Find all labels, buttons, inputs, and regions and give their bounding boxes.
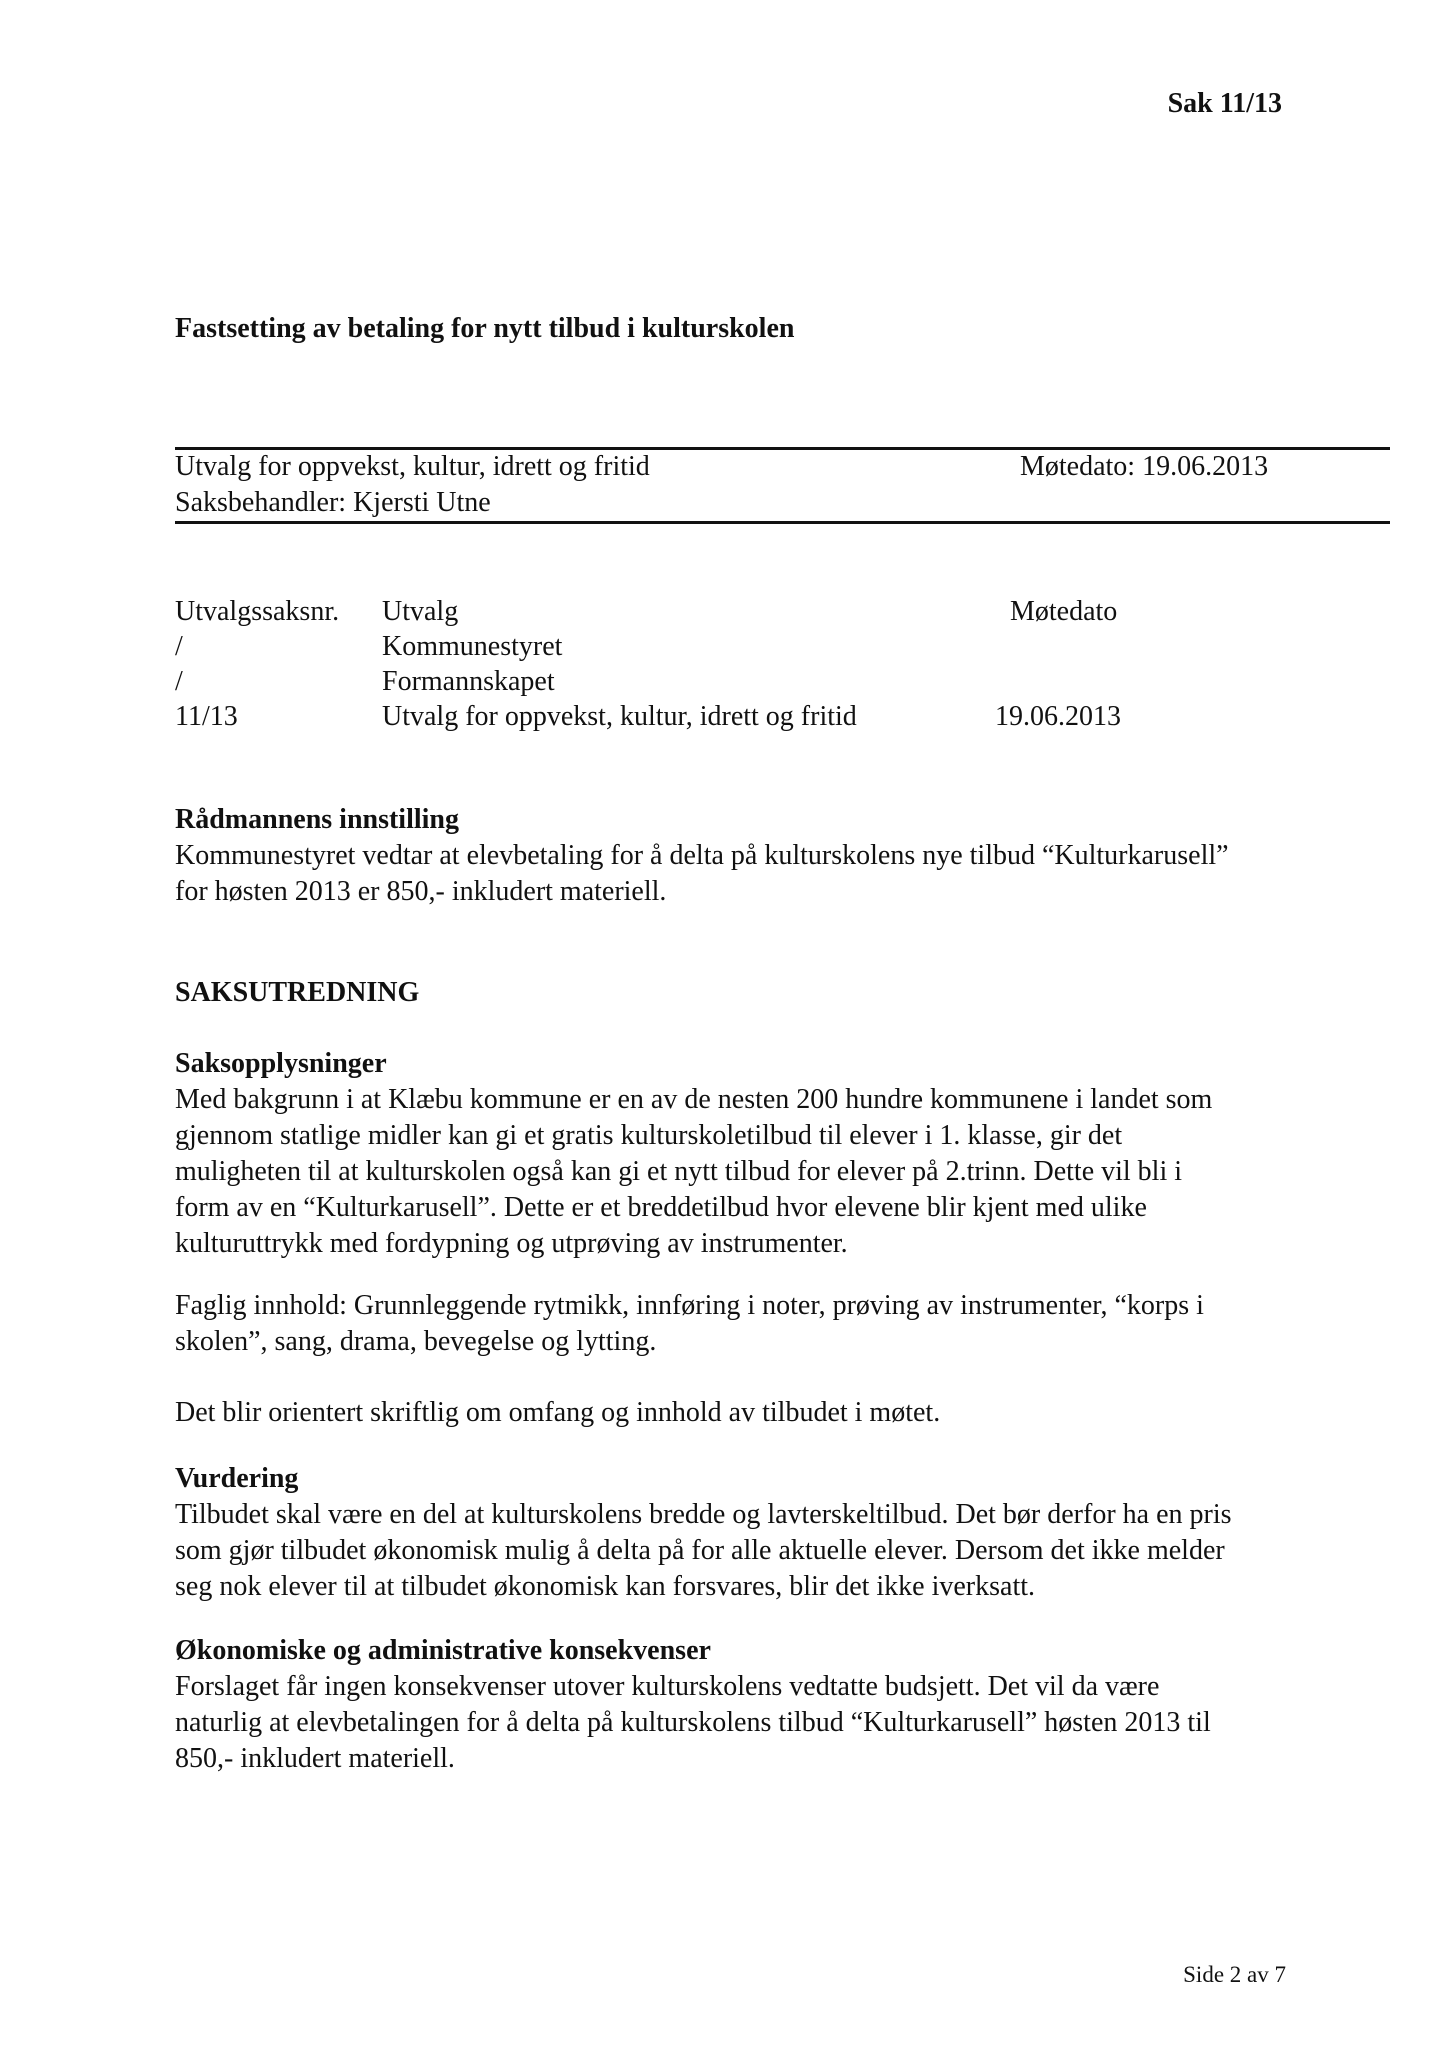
saksopplysninger-line: gjennom statlige midler kan gi et gratis kulturskoletilbud til elever i 1. klasse, gir det [175,1120,1123,1151]
saksopplysninger-line: form av en “Kulturkarusell”. Dette er et breddetilbud hvor elevene blir kjent med ulike [175,1192,1147,1223]
row-committee: Formannskapet [382,666,555,697]
konsekvenser-heading: Økonomiske og administrative konsekvenser [175,1635,711,1666]
konsekvenser-line: Forslaget får ingen konsekvenser utover kulturskolens vedtatte budsjett. Det vil da være [175,1671,1160,1702]
table-row [175,629,1175,665]
vurdering-line: Tilbudet skal være en del at kulturskolens bredde og lavterskeltilbud. Det bør derfor ha en pris [175,1499,1232,1530]
faglig-line: skolen”, sang, drama, bevegelse og lytting. [175,1326,657,1357]
faglig-innhold-paragraph [175,1288,1305,1360]
saksopplysninger-section [175,1046,1305,1262]
konsekvenser-section [175,1633,1305,1777]
table-row [175,664,1175,700]
row-case-nr: / [175,631,183,662]
header-committee: Utvalg [382,596,459,627]
konsekvenser-line: 850,- inkludert materiell. [175,1743,455,1774]
case-number: Sak 11/13 [1167,88,1282,119]
orientering-line: Det blir orientert skriftlig om omfang og innhold av tilbudet i møtet. [175,1397,941,1428]
row-date: 19.06.2013 [995,701,1121,732]
row-committee: Utvalg for oppvekst, kultur, idrett og fritid [382,701,857,732]
table-row [175,699,1175,735]
vurdering-line: seg nok elever til at tilbudet økonomisk kan forsvares, blir det ikke iverksatt. [175,1571,1036,1602]
recommendation-line: Kommunestyret vedtar at elevbetaling for å delta på kulturskolens nye tilbud “Kulturkarusell” [175,840,1229,871]
row-committee: Kommunestyret [382,631,563,662]
row-case-nr: / [175,666,183,697]
saksopplysninger-line: muligheten til at kulturskolen også kan gi et nytt tilbud for elever på 2.trinn. Dette vil bli i [175,1156,1183,1187]
vurdering-heading: Vurdering [175,1463,299,1494]
case-table-header [175,594,1175,630]
recommendation-section [175,802,1305,910]
page-number: Side 2 av 7 [1183,1962,1286,1987]
vurdering-section [175,1461,1305,1605]
saksopplysninger-heading: Saksopplysninger [175,1048,387,1079]
recommendation-heading: Rådmannens innstilling [175,804,459,835]
bottom-rule [175,521,1390,524]
row-case-nr: 11/13 [175,701,238,732]
vurdering-line: som gjør tilbudet økonomisk mulig å delta på for alle aktuelle elever. Dersom det ikke melder [175,1535,1225,1566]
faglig-line: Faglig innhold: Grunnleggende rytmikk, innføring i noter, prøving av instrumenter, “korps i [175,1290,1204,1321]
document-title: Fastsetting av betaling for nytt tilbud i kulturskolen [175,313,795,344]
meeting-date: Møtedato: 19.06.2013 [1020,451,1269,482]
saksutredning-heading: SAKSUTREDNING [175,977,420,1008]
orientering-paragraph [175,1395,1305,1431]
committee-name: Utvalg for oppvekst, kultur, idrett og fritid [175,451,650,482]
saksopplysninger-line: Med bakgrunn i at Klæbu kommune er en av de nesten 200 hundre kommunene i landet som [175,1084,1213,1115]
saksopplysninger-line: kulturuttrykk med fordypning og utprøving av instrumenter. [175,1228,848,1259]
konsekvenser-line: naturlig at elevbetalingen for å delta på kulturskolens tilbud “Kulturkarusell” høsten 2013 til [175,1707,1211,1738]
recommendation-line: for høsten 2013 er 850,- inkludert materiell. [175,876,667,907]
header-case-nr: Utvalgssaksnr. [175,596,340,627]
header-meeting-date: Møtedato [1010,596,1118,627]
case-officer: Saksbehandler: Kjersti Utne [175,487,491,518]
